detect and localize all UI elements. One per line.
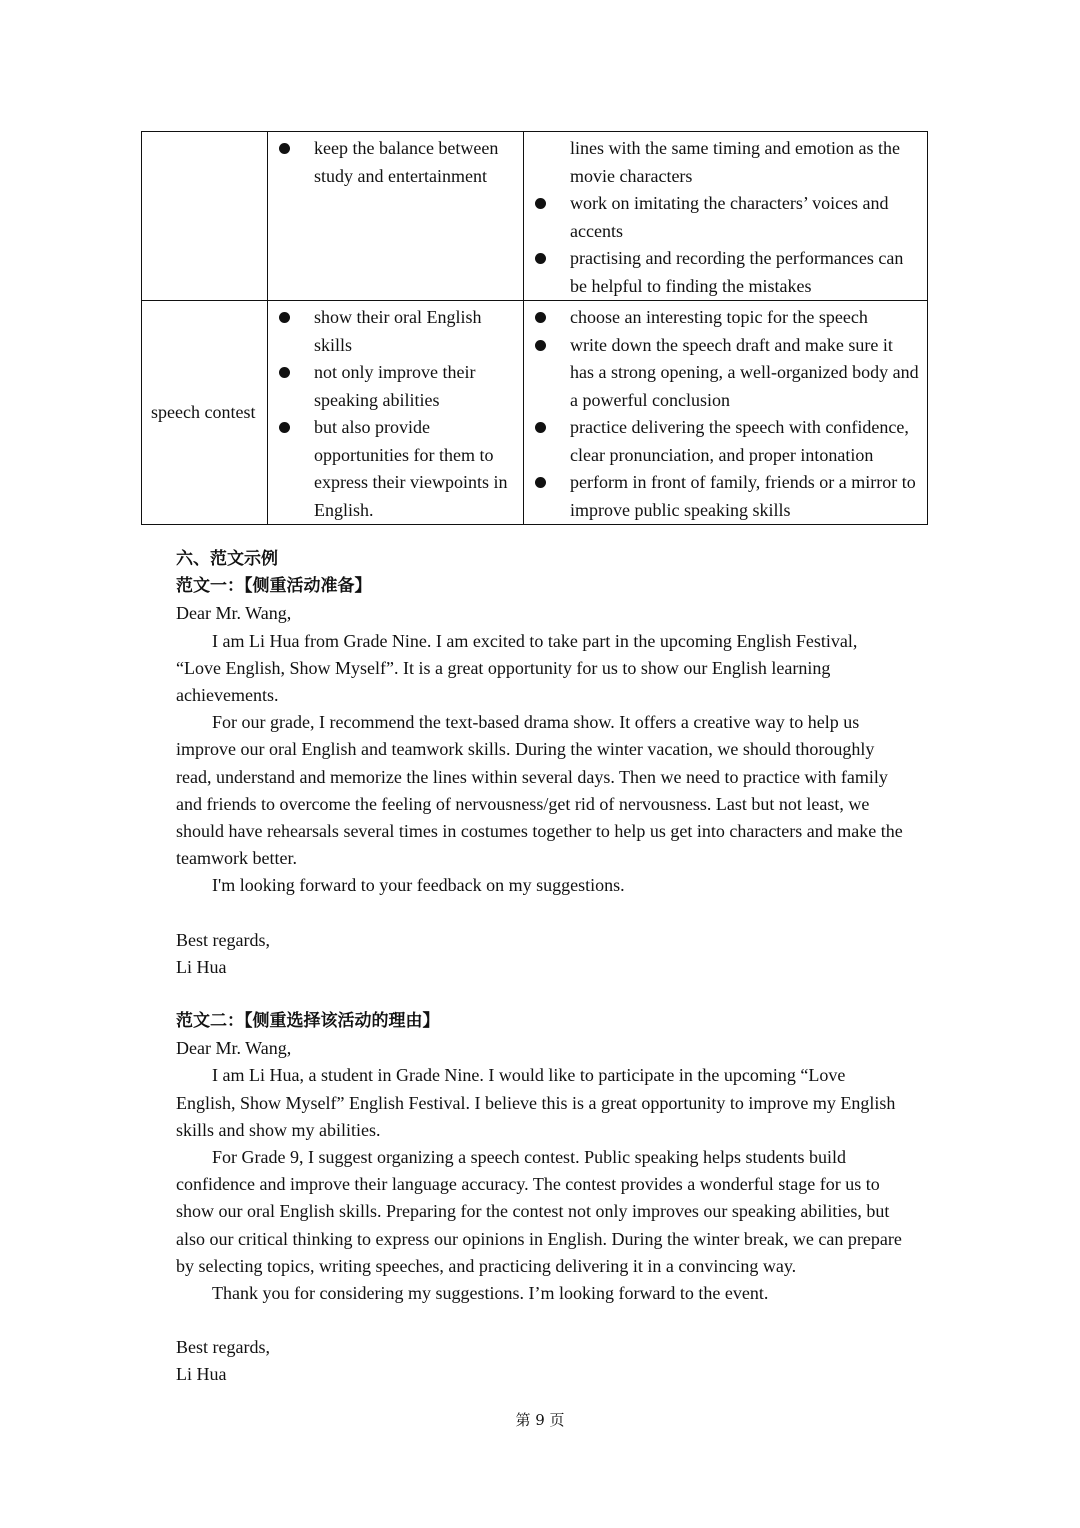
activity-table: [141, 131, 928, 525]
sample2-paragraph: For Grade 9, I suggest organizing a speech contest. Public speaking helps students build confidence and improve their language accuracy. The contest provides a wonderful stage for us to show our oral English skills. Preparing for the contest not only improves our speaking abilities, but also our critical thinking to express our opinions in English. During the winter break, we can prepare by selecting topics, writing speeches, and practicing delivering it in a convincing way.: [176, 1147, 902, 1276]
reason-item: but also provide opportunities for them to express their viewpoints in English.: [268, 414, 515, 524]
sample2-paragraph: I am Li Hua, a student in Grade Nine. I would like to participate in the upcoming “Love English, Show Myself” English Festival. I believe this is a great opportunity to improve my English skills and show my abilities.: [176, 1065, 896, 1140]
preparation-cell: [524, 132, 928, 301]
page-number: 第 9 页: [515, 1411, 565, 1429]
reasons-cell: [268, 301, 524, 525]
sample2-closing: Best regards,: [176, 1337, 270, 1358]
sample1-paragraph: I am Li Hua from Grade Nine. I am excited to take part in the upcoming English Festival, “Love English, Show Myself”. It is a great opportunity for us to show our English learning achievements.: [176, 630, 858, 706]
sample1-signature: Li Hua: [176, 956, 227, 977]
preparation-continuation: lines with the same timing and emotion as the movie characters: [570, 138, 900, 186]
sample2-paragraph: Thank you for considering my suggestions. I’m looking forward to the event.: [212, 1283, 769, 1304]
preparation-item: practice delivering the speech with confidence, clear pronunciation, and proper intonation: [524, 414, 919, 469]
table-row: [142, 132, 928, 301]
sample1-paragraph: For our grade, I recommend the text-based drama show. It offers a creative way to help us improve our oral English and teamwork skills. During the winter vacation, we should thoroughly read, understand and memorize the lines within several days. Then we need to practice with family and friends to overcome the feeling of nervousness/get rid of nervousness. Last but not least, we should have rehearsals several times in costumes together to help us get into characters and make the teamwork better.: [176, 712, 903, 869]
sample1-paragraph: I'm looking forward to your feedback on my suggestions.: [212, 875, 625, 896]
activity-label: speech contest: [151, 401, 256, 422]
sample2-heading: 范文二：【侧重选择该活动的理由】: [176, 1011, 440, 1032]
preparation-item: write down the speech draft and make sure it has a strong opening, a well-organized body and a powerful conclusion: [524, 332, 919, 415]
reason-item: not only improve their speaking abilities: [268, 359, 515, 414]
table-row: [142, 301, 928, 525]
preparation-item: perform in front of family, friends or a mirror to improve public speaking skills: [524, 469, 919, 524]
sample1-greeting: Dear Mr. Wang,: [176, 603, 292, 624]
sample1-closing: Best regards,: [176, 929, 270, 950]
preparation-cell: [524, 301, 928, 525]
reason-item: show their oral English skills: [268, 304, 515, 359]
section-title: 六、范文示例: [176, 549, 278, 569]
reasons-cell: [268, 132, 524, 301]
activity-cell: [142, 301, 268, 525]
sample2-signature: Li Hua: [176, 1364, 227, 1385]
sample1-heading: 范文一：【侧重活动准备】: [176, 576, 372, 597]
activity-cell: [142, 132, 268, 301]
preparation-item: practising and recording the performances can be helpful to finding the mistakes: [524, 245, 919, 300]
sample2-greeting: Dear Mr. Wang,: [176, 1038, 292, 1059]
preparation-item: choose an interesting topic for the speech: [524, 304, 919, 332]
sample-essays: [176, 546, 906, 1389]
reason-item: keep the balance between study and entertainment: [268, 135, 515, 190]
preparation-item: work on imitating the characters’ voices and accents: [524, 190, 919, 245]
